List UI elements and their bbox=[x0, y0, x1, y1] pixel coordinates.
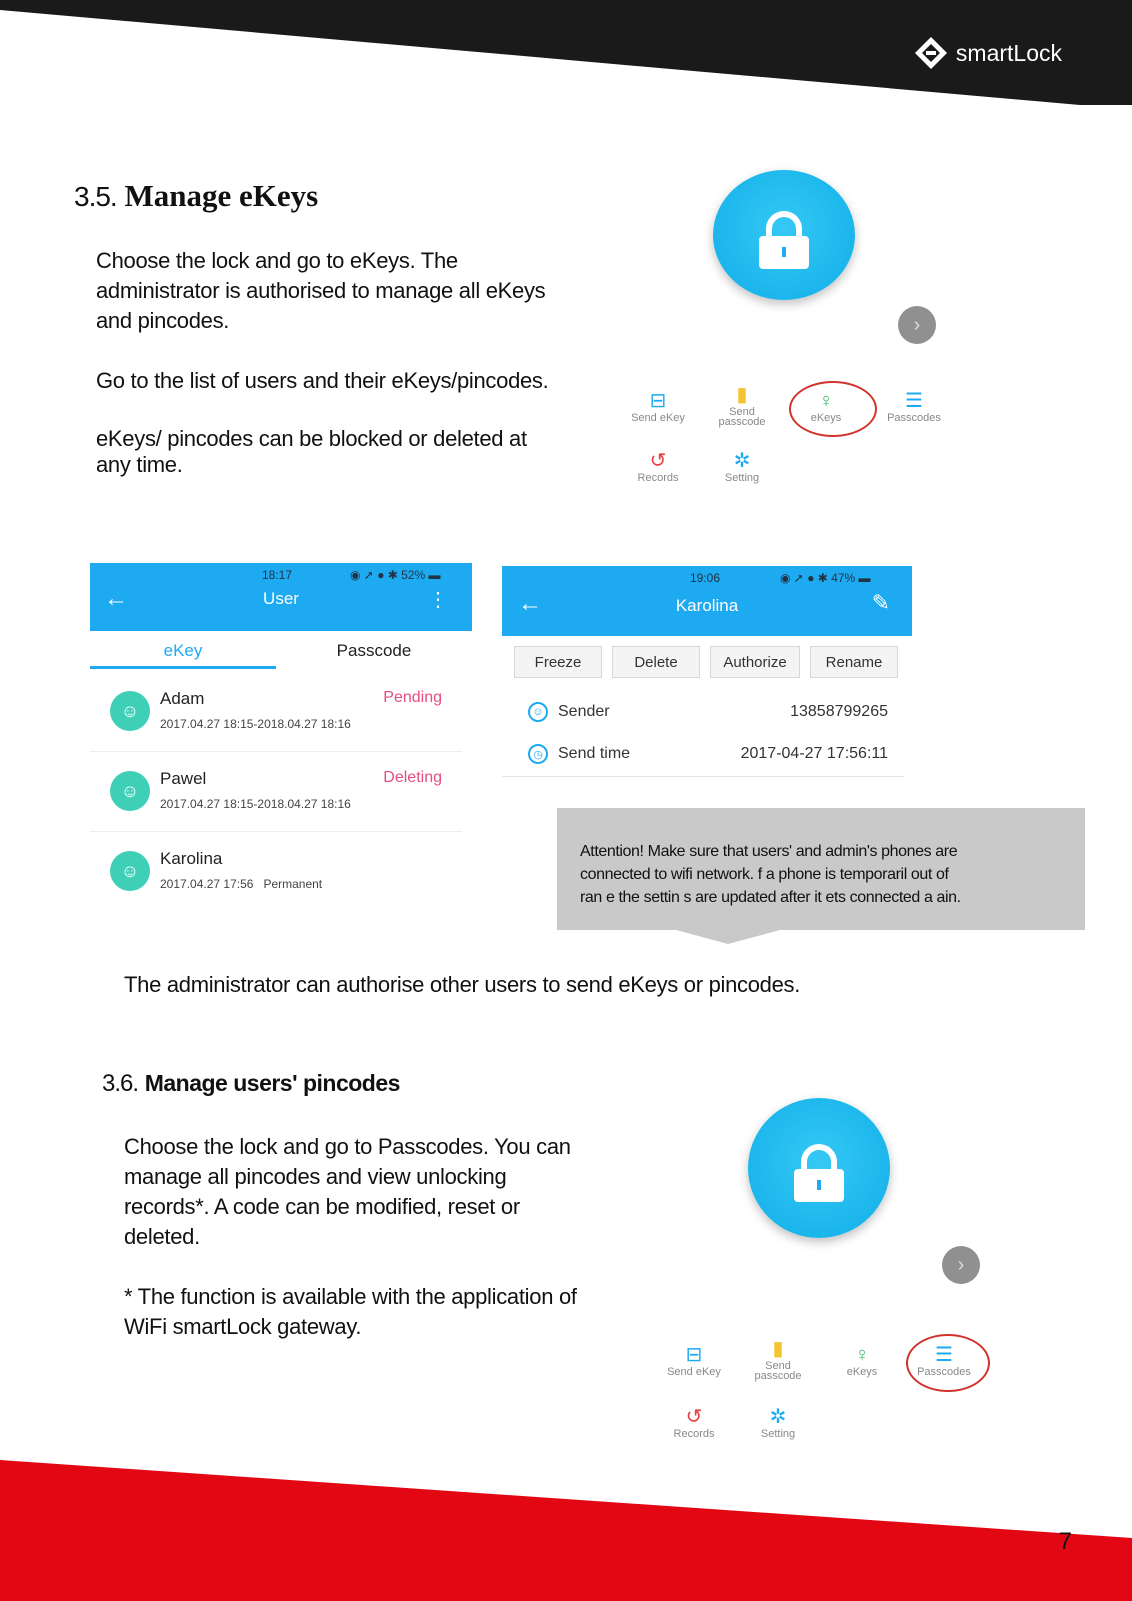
smartlock-logo-icon bbox=[914, 36, 948, 70]
tab-passcode[interactable]: Passcode bbox=[336, 641, 412, 660]
ekeys-icon: ♀ bbox=[818, 390, 834, 412]
sender-label: Sender bbox=[558, 703, 610, 720]
chevron-right-icon: › bbox=[957, 1253, 965, 1276]
section-heading-3-5 bbox=[74, 178, 318, 214]
action-buttons bbox=[502, 636, 912, 686]
menu-ekeys[interactable] bbox=[822, 1344, 902, 1378]
more-icon[interactable]: ⋮ bbox=[428, 589, 448, 611]
highlight-ring bbox=[906, 1334, 990, 1392]
menu-setting[interactable] bbox=[702, 450, 782, 484]
status-time: 18:17 bbox=[262, 568, 293, 582]
app-bar bbox=[502, 566, 912, 636]
page-number: 7 bbox=[1058, 1528, 1072, 1555]
menu-label: Send eKey bbox=[631, 412, 685, 424]
ekeys-icon: ♀ bbox=[854, 1344, 870, 1366]
records-icon: ↺ bbox=[685, 1406, 703, 1428]
menu-label: Passcodes bbox=[887, 412, 941, 424]
ekey-detail-screen bbox=[502, 566, 912, 780]
screen-title: User bbox=[263, 589, 299, 608]
status-icons: ◉ ➚ ● ✱ 47% ▬ bbox=[780, 571, 871, 585]
menu-label: Setting bbox=[760, 1428, 796, 1440]
user-validity: Permanent bbox=[263, 877, 323, 891]
user-date: 2017.04.27 18:15-2018.04.27 18:16 bbox=[160, 717, 351, 731]
user-date: 2017.04.27 18:15-2018.04.27 18:16 bbox=[160, 797, 351, 811]
callout-pointer bbox=[676, 930, 780, 944]
lock-button[interactable] bbox=[748, 1098, 890, 1238]
status-badge: Pending bbox=[383, 689, 442, 706]
menu-send-passcode[interactable] bbox=[738, 1338, 818, 1382]
user-date-row bbox=[160, 877, 322, 891]
menu-label: eKeys bbox=[846, 1366, 878, 1378]
lock-menu bbox=[618, 384, 958, 500]
menu-label: eKeys bbox=[810, 412, 842, 424]
menu-send-passcode[interactable] bbox=[702, 384, 782, 428]
records-icon: ↺ bbox=[649, 450, 667, 472]
list-item[interactable] bbox=[90, 833, 462, 911]
delete-button[interactable]: Delete bbox=[612, 646, 700, 678]
paragraph: Go to the list of users and their eKeys/pincodes. bbox=[96, 368, 549, 393]
authorize-button[interactable]: Authorize bbox=[710, 646, 800, 678]
lock-icon bbox=[790, 1144, 848, 1204]
avatar: ☺ bbox=[110, 771, 150, 811]
paragraph: * The function is available with the application of WiFi smartLock gateway. bbox=[124, 1284, 577, 1339]
brand-logo bbox=[914, 36, 1062, 70]
list-item[interactable] bbox=[90, 673, 462, 752]
user-screen bbox=[90, 563, 472, 913]
section-title: Manage users' pincodes bbox=[144, 1070, 400, 1096]
status-badge: Deleting bbox=[383, 769, 442, 786]
list-item[interactable] bbox=[90, 753, 462, 832]
section-title: Manage eKeys bbox=[124, 178, 319, 213]
user-icon: ☺ bbox=[528, 702, 548, 722]
paragraph: Choose the lock and go to eKeys. The administrator is authorised to manage all eKeys and pincodes. bbox=[96, 248, 546, 333]
passcodes-icon: ☰ bbox=[935, 1344, 953, 1366]
lock-button[interactable] bbox=[713, 170, 855, 300]
send-ekey-icon: ⊟ bbox=[685, 1344, 703, 1366]
menu-send-ekey[interactable] bbox=[654, 1344, 734, 1378]
clock-icon: ◷ bbox=[528, 744, 548, 764]
menu-label: Records bbox=[637, 472, 679, 484]
menu-records[interactable] bbox=[654, 1406, 734, 1440]
passcodes-icon: ☰ bbox=[905, 390, 923, 412]
sender-row bbox=[502, 692, 904, 734]
chevron-right-icon: › bbox=[913, 313, 921, 336]
send-passcode-icon: ▮ bbox=[736, 384, 748, 406]
callout-text: Attention! Make sure that users' and admin's phones are connected to wifi network. f a phone is temporaril out of ran e the settin s are updated after it ets connected a ain. bbox=[580, 843, 961, 906]
menu-label: Send eKey bbox=[667, 1366, 721, 1378]
app-bar bbox=[90, 563, 472, 631]
back-arrow-icon[interactable]: ← bbox=[104, 585, 128, 612]
user-name: Adam bbox=[160, 689, 205, 708]
menu-send-ekey[interactable] bbox=[618, 390, 698, 424]
battery-level: 52% bbox=[401, 568, 426, 582]
tab-bar bbox=[90, 633, 472, 669]
lock-icon bbox=[755, 211, 813, 271]
menu-label: Send bbox=[765, 1360, 791, 1372]
freeze-button[interactable]: Freeze bbox=[514, 646, 602, 678]
highlight-ring bbox=[789, 381, 877, 437]
rename-button[interactable]: Rename bbox=[810, 646, 898, 678]
section-number: 3.5. bbox=[74, 181, 117, 212]
user-name: Pawel bbox=[160, 769, 207, 788]
avatar: ☺ bbox=[110, 691, 150, 731]
menu-passcodes[interactable] bbox=[874, 390, 954, 424]
send-time-value: 2017-04-27 17:56:11 bbox=[740, 745, 888, 762]
user-name: Karolina bbox=[160, 849, 223, 868]
avatar: ☺ bbox=[110, 851, 150, 891]
back-arrow-icon[interactable]: ← bbox=[518, 590, 542, 617]
send-passcode-icon: ▮ bbox=[772, 1338, 784, 1360]
attention-callout bbox=[557, 808, 1085, 930]
lock-menu bbox=[654, 1338, 994, 1454]
menu-label: Setting bbox=[724, 472, 760, 484]
setting-icon: ✲ bbox=[769, 1406, 787, 1428]
paragraph: Choose the lock and go to Passcodes. You can manage all pincodes and view unlocking records*. A code can be modified, reset or deleted. bbox=[124, 1134, 571, 1249]
brand-name: smartLock bbox=[955, 39, 1062, 66]
status-icons: ◉ ➚ ● ✱ 52% ▬ bbox=[350, 568, 441, 582]
menu-label: Records bbox=[673, 1428, 715, 1440]
send-time-row bbox=[502, 734, 904, 777]
menu-records[interactable] bbox=[618, 450, 698, 484]
screen-title: Karolina bbox=[675, 596, 739, 615]
next-arrow-button[interactable] bbox=[898, 306, 936, 344]
paragraph: The administrator can authorise other users to send eKeys or pincodes. bbox=[124, 972, 801, 997]
setting-icon: ✲ bbox=[733, 450, 751, 472]
menu-label: passcode bbox=[754, 1370, 802, 1382]
status-time: 19:06 bbox=[690, 571, 721, 585]
footer-band bbox=[0, 1460, 1132, 1601]
section-heading-3-6 bbox=[102, 1070, 400, 1098]
send-time-label: Send time bbox=[558, 745, 631, 762]
menu-label: passcode bbox=[718, 416, 766, 428]
user-date: 2017.04.27 17:56 bbox=[160, 877, 254, 891]
section-number: 3.6. bbox=[102, 1070, 139, 1097]
tab-ekey[interactable]: eKey bbox=[90, 633, 276, 669]
menu-label: Send bbox=[729, 406, 755, 418]
menu-label: Passcodes bbox=[917, 1366, 971, 1378]
sender-value: 13858799265 bbox=[790, 703, 888, 720]
edit-pencil-icon[interactable]: ✎ bbox=[871, 590, 890, 615]
send-ekey-icon: ⊟ bbox=[649, 390, 667, 412]
paragraph: eKeys/ pincodes can be blocked or deleted at any time. bbox=[96, 426, 527, 477]
menu-setting[interactable] bbox=[738, 1406, 818, 1440]
next-arrow-button[interactable] bbox=[942, 1246, 980, 1284]
battery-level: 47% bbox=[831, 571, 856, 585]
